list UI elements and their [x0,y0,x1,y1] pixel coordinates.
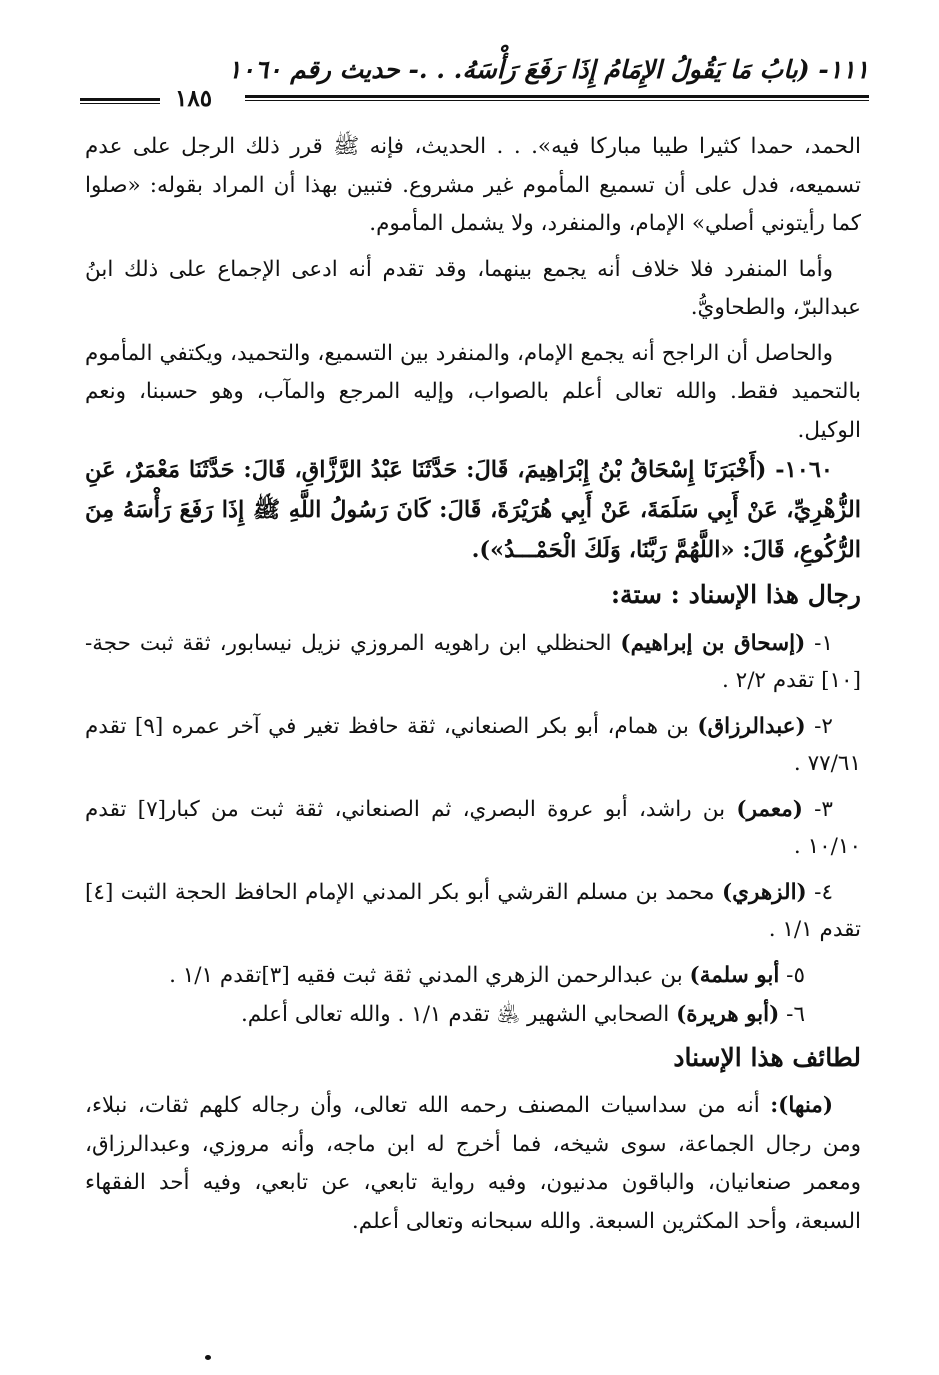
commentary-paragraph-3: والحاصل أن الراجح أنه يجمع الإمام، والمنفرد بين التسميع، والتحميد، ويكتفي المأموم بالتحميد فقط. والله تعالى أعلم بالصواب، وإليه المرجع والمآب، وهو حسبنا، ونعم الوكيل. [85,340,861,443]
narrator-details: الحنظلي ابن راهويه المروزي نزيل نيسابور، ثقة ثبت حجة-[١٠] تقدم ٢/٢ . [85,631,861,693]
narrator-number: ٣- [814,797,833,822]
commentary-paragraph-2: وأما المنفرد فلا خلاف أنه يجمع بينهما، وقد تقدم أنه ادعى الإجماع على ذلك ابنُ عبدالبرّ، والطحاويُّ. [85,256,861,320]
narrator-name: (إسحاق بن إبراهيم) [620,631,806,656]
narrator-name: (الزهري) [721,880,807,905]
narrator-item-1 [85,625,861,699]
narrator-item-6 [85,996,861,1033]
page-body [85,128,861,1241]
narrator-details: بن همام، أبو بكر الصنعاني، ثقة حافظ تغير في آخر عمره [٩] تقدم ٧٧/٦١ . [85,714,861,776]
commentary-paragraph-1: الحمد، حمدا كثيرا طيبا مباركا فيه». . . الحديث، فإنه ﷺ قرر ذلك الرجل على عدم تسميعه، فدل على أن تسميع المأموم غير مشروع. فتبين بهذا أن المراد بقوله: «صلوا كما رأيتوني أصلي» الإمام، والمنفرد، ولا يشمل المأموم. [85,134,861,236]
narrator-item-2 [85,708,861,782]
subtleties-heading: لطائف هذا الإسناد [673,1043,861,1072]
narrator-number: ٥- [786,963,805,988]
running-header [80,55,869,110]
narrator-details: الصحابي الشهير ﵁ تقدم ١/١ . والله تعالى أعلم. [240,1002,677,1027]
narrator-details: بن راشد، أبو عروة البصري، ثم الصنعاني، ثقة ثبت من كبار[٧] تقدم ١٠/١٠ . [85,797,861,859]
narrator-number: ٦- [786,1002,805,1027]
page-number: ١٨٥ [175,85,213,112]
subtleties-lead: (منها): [770,1093,833,1118]
narrator-item-3 [85,791,861,865]
narrators-heading: رجال هذا الإسناد : ستة: [610,580,861,609]
narrator-name: (عبدالرزاق) [697,714,806,739]
narrator-name: (معمر) [736,797,803,822]
narrator-name: أبو سلمة) [689,963,780,988]
subtleties-text: أنه من سداسيات المصنف رحمه الله تعالى، وأن رجاله كلهم ثقات، نبلاء، ومن رجال الجماعة، سوى شيخه، فما أخرج له ابن ماجه، وأنه مروزي، وعبدالرزاق، ومعمر صنعانيان، والباقون مدنيون، وفيه رواية تابعي، عن تابعي، وفيه أحد الفقهاء السبعة، وأحد المكثرين السبعة. والله سبحانه وتعالى أعلم. [85,1093,861,1234]
hadith-text: ١٠٦٠- (أَخْبَرَنَا إِسْحَاقُ بْنُ إِبْرَاهِيمَ، قَالَ: حَدَّثَنَا عَبْدُ الرَّزَّاقِ، قَالَ: حَدَّثَنَا مَعْمَرٌ، عَنِ الزُّهْرِيِّ، عَنْ أَبِي سَلَمَةَ، عَنْ أَبِي هُرَيْرَةَ، قَالَ: كَانَ رَسُولُ اللَّهِ ﷺ إِذَا رَفَعَ رَأْسَهُ مِنَ الرُّكُوعِ، قَالَ: «اللَّهُمَّ رَبَّنَا، وَلَكَ الْحَمْـــدُ»). [85,457,861,563]
narrator-name: (أبو هريرة) [676,1002,780,1027]
narrator-item-4 [85,874,861,948]
narrator-number: ١- [814,631,833,656]
narrator-item-5 [85,957,861,994]
narrator-details: بن عبدالرحمن الزهري المدني ثقة ثبت فقيه [٣]تقدم ١/١ . [169,963,690,988]
narrator-number: ٢- [814,714,833,739]
narrator-details: محمد بن مسلم القرشي أبو بكر المدني الإمام الحافظ الحجة الثبت [٤] تقدم ١/١ . [85,880,861,942]
narrator-number: ٤- [814,880,833,905]
ink-dot [205,1355,211,1360]
subtleties-paragraph [85,1087,861,1241]
header-rule [245,95,869,101]
header-title: ١١١- (بابُ مَا يَقُولُ الإِمَامُ إِذَا رَفَعَ رَأْسَهُ. . .- حديث رقم ١٠٦٠ [227,55,869,84]
header-rule-left [80,98,160,104]
